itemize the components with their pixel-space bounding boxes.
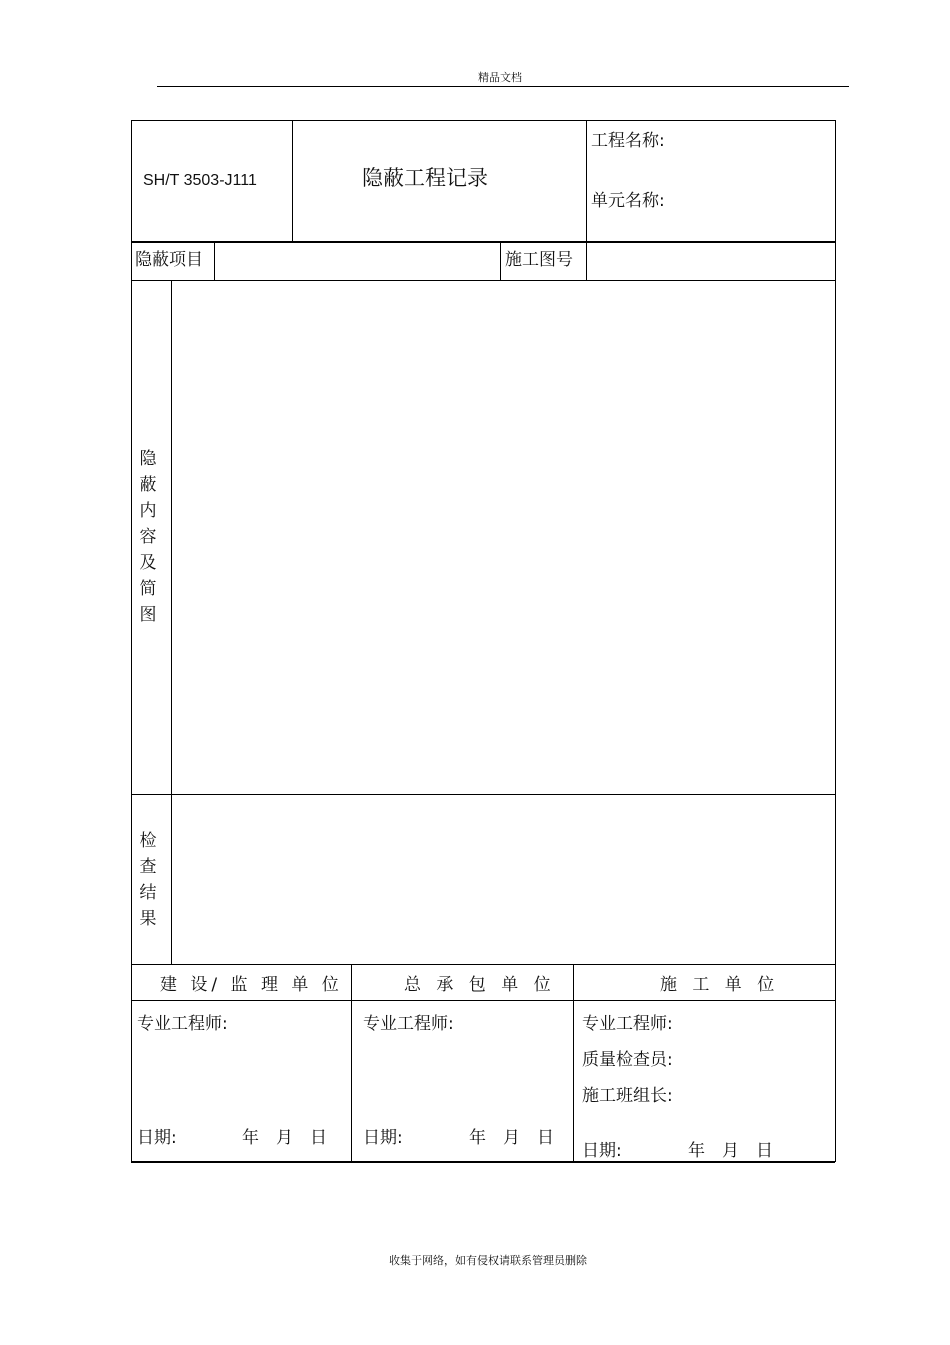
table-border-right: [835, 120, 836, 1162]
header-rule: [157, 86, 849, 87]
signature-header-bottom: [131, 1000, 835, 1001]
content-area: [172, 281, 834, 793]
construction-date-label: 日期:: [582, 1141, 622, 1161]
signature-divider-1: [351, 964, 352, 1162]
table-border-bottom: [131, 1161, 835, 1163]
content-label-char: 蔽: [139, 475, 157, 495]
construction-date-day: 日: [756, 1141, 773, 1161]
owner-date-month: 月: [276, 1128, 293, 1148]
result-label-char: 结: [139, 883, 157, 903]
signature-divider-2: [573, 964, 574, 1162]
drawing-no-label: 施工图号: [505, 250, 573, 270]
content-label-char: 及: [139, 553, 157, 573]
owner-supervisor-header: 建 设/ 监 理 单 位: [160, 975, 343, 995]
project-name-label: 工程名称:: [591, 131, 665, 151]
content-label: [136, 446, 160, 628]
result-label-char: 检: [139, 831, 157, 851]
owner-engineer-label: 专业工程师:: [137, 1014, 228, 1034]
construction-unit-header: 施 工 单 位: [660, 975, 780, 995]
owner-date-day: 日: [310, 1128, 327, 1148]
content-label-char: 图: [139, 605, 157, 625]
general-contractor-header: 总 承 包 单 位: [404, 975, 556, 995]
content-label-char: 内: [139, 501, 157, 521]
result-label-char: 果: [139, 909, 157, 929]
content-label-char: 隐: [139, 449, 157, 469]
contractor-date-month: 月: [503, 1128, 520, 1148]
owner-date-label: 日期:: [137, 1128, 177, 1148]
contractor-date-label: 日期:: [363, 1128, 403, 1148]
content-label-char: 简: [139, 579, 157, 599]
drawing-no-value-cell: [587, 243, 834, 279]
table-border-left: [131, 120, 132, 1162]
contractor-date-year: 年: [469, 1128, 486, 1148]
header-text: 精品文档: [478, 71, 522, 84]
construction-date-year: 年: [688, 1141, 705, 1161]
form-title: 隐蔽工程记录: [362, 166, 488, 190]
content-label-char: 容: [139, 527, 157, 547]
construction-date-month: 月: [722, 1141, 739, 1161]
form-code: SH/T 3503-J111: [143, 172, 257, 189]
row1-divider-2: [586, 120, 587, 242]
row2-divider-2: [500, 242, 501, 280]
contractor-date-day: 日: [537, 1128, 554, 1148]
quality-inspector-label: 质量检查员:: [582, 1050, 673, 1070]
hidden-item-value-cell: [215, 243, 499, 279]
row1-divider-1: [292, 120, 293, 242]
owner-date-year: 年: [242, 1128, 259, 1148]
table-border-top: [131, 120, 835, 121]
result-label: [136, 828, 160, 932]
unit-name-label: 单元名称:: [591, 191, 665, 211]
result-bottom: [131, 964, 835, 965]
result-area: [172, 795, 834, 963]
result-label-char: 查: [139, 857, 157, 877]
contractor-engineer-label: 专业工程师:: [363, 1014, 454, 1034]
hidden-item-label: 隐蔽项目: [135, 250, 203, 270]
team-leader-label: 施工班组长:: [582, 1086, 673, 1106]
construction-engineer-label: 专业工程师:: [582, 1014, 673, 1034]
footer-text: 收集于网络，如有侵权请联系管理员删除: [389, 1254, 587, 1267]
